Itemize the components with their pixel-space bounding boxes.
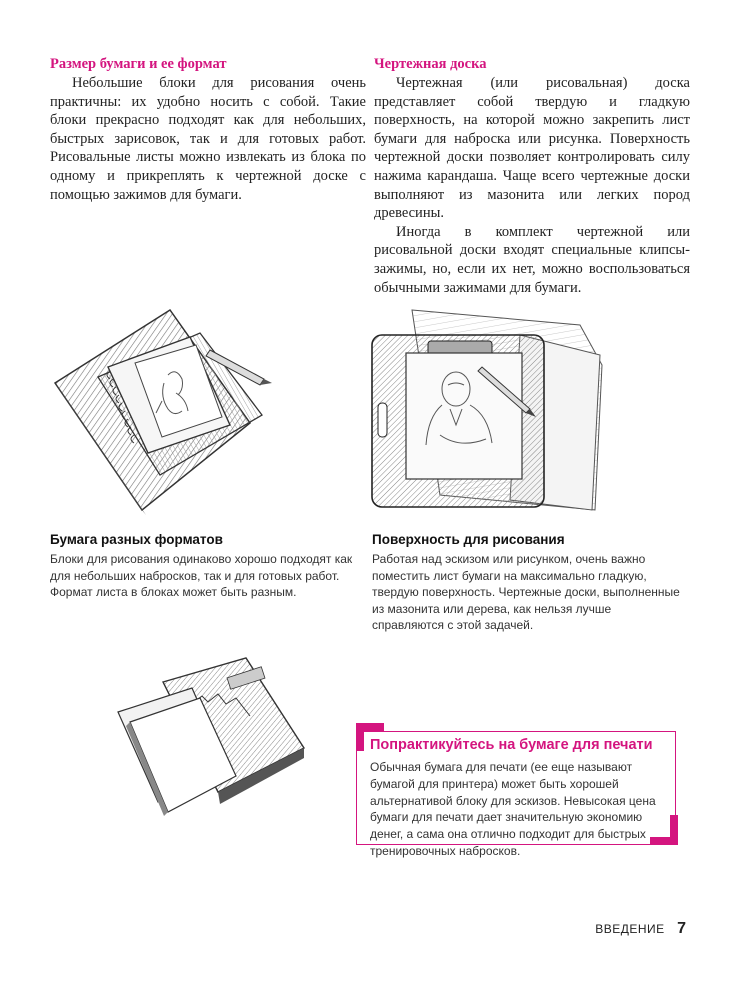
paragraph: Чертежная (или рисовальная) доска представляет собой твердую и гладкую поверхность, на которой можно закрепить лист бумаги для наброска или рисунка. Поверхность чертежной доски позволяет контролировать силу нажима карандаша. Чаще всего чертежные доски выполняют из мазонита или легких пород древесины. <box>374 75 690 222</box>
page-number: 7 <box>677 920 686 937</box>
printer-paper-illustration <box>108 652 308 832</box>
paragraph: Небольшие блоки для рисования очень практичны: их удобно носить с собой. Такие блоки прекрасно подходят как для небольших, быстрых зарисовок, так и для готовых работ. Рисовальные листы можно извлекать из блока по одному и прикреплять к чертежной доске с помощью зажимов для бумаги. <box>50 75 366 203</box>
caption-title-paper-formats: Бумага разных форматов <box>50 532 223 547</box>
caption-text-drawing-surface: Работая над эскизом или рисунком, очень важно поместить лист бумаги на максимально гладкую, твердую поверхность. Чертежные доски, выполненные из мазонита или дерева, как нельзя лучше справляются с этой задачей. <box>372 552 680 633</box>
caption-text-paper-formats: Блоки для рисования одинаково хорошо подходят как для небольших набросков, так и для готовых работ. Формат листа в блоках может быть разным. <box>50 552 353 600</box>
page-footer <box>595 920 686 938</box>
tip-text: Обычная бумага для печати (ее еще называют бумагой для принтера) может быть хорошей альтернативой блоку для эскизов. Невысокая цена бумаги для печати дает значительную экономию денег, а сама она отлично подходит для быстрых тренировочных набросков. <box>370 760 656 858</box>
tip-box <box>356 723 678 858</box>
footer-section-name: ВВЕДЕНИЕ <box>595 922 665 936</box>
paragraph: Иногда в комплект чертежной или рисовальной доски входят специальные клипсы-зажимы, но, если их нет, можно воспользоваться обычными зажимами для бумаги. <box>374 223 690 296</box>
caption-title-drawing-surface: Поверхность для рисования <box>372 532 565 547</box>
section-heading-paper-size: Размер бумаги и ее формат <box>50 56 227 72</box>
left-text-block <box>50 56 366 204</box>
section-heading-drawing-board: Чертежная доска <box>374 56 487 72</box>
tip-title: Попрактикуйтесь на бумаге для печати <box>370 737 653 753</box>
sketchbooks-illustration <box>50 305 340 520</box>
right-text-block <box>374 56 690 297</box>
drawing-board-illustration <box>370 305 610 520</box>
